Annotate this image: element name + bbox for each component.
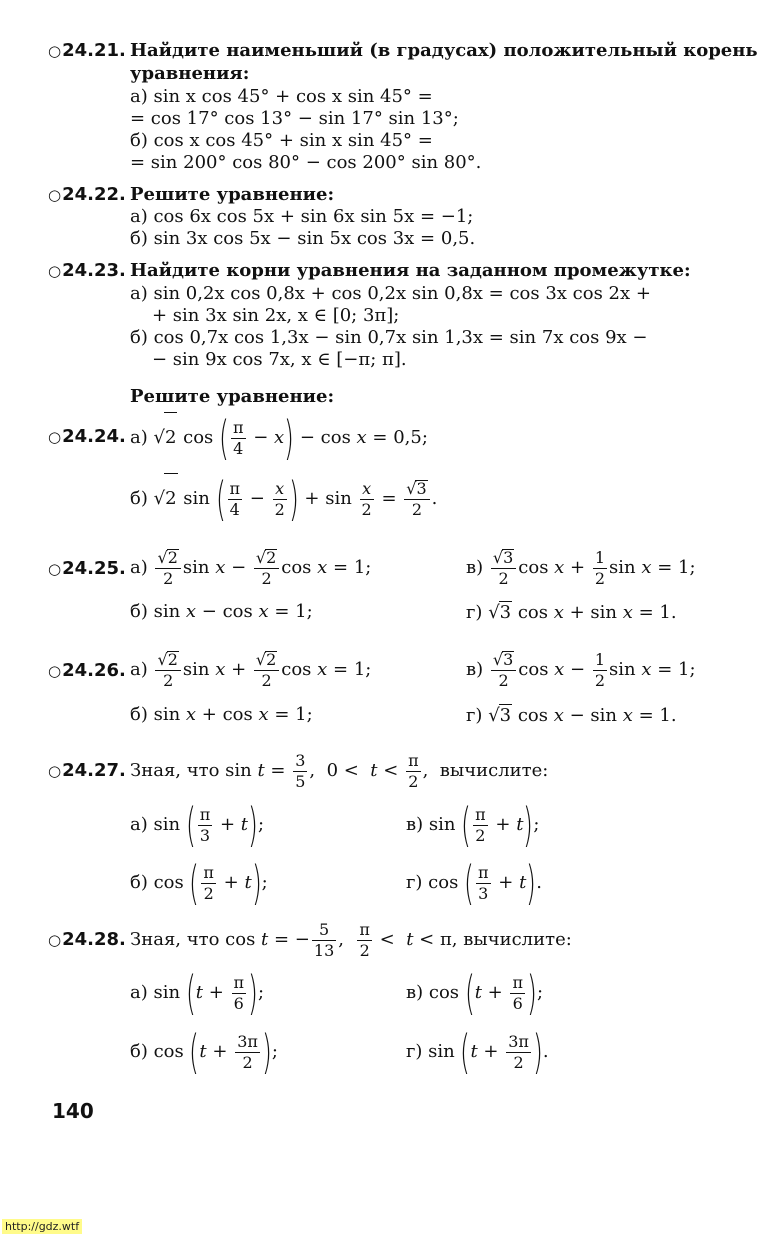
problem-24-26-b: б) sin x + cos x = 1;	[130, 704, 313, 725]
problem-24-25-g: г) √3 cos x + sin x = 1.	[466, 602, 677, 623]
problem-24-28-g: г) sin (t + $\frac{3\pi}{2}$ ).	[406, 1025, 549, 1079]
problem-24-23-b-line1: б) cos 0,7x cos 1,3x − sin 0,7x sin 1,3x = sin 7x cos 9x −	[130, 327, 648, 348]
problem-24-21-title: Найдите наименьший (в градусах) положительный корень	[130, 40, 758, 61]
problem-24-28-number: ○24.28.	[48, 929, 126, 950]
problem-24-22-a: а) cos 6x cos 5x + sin 6x sin 5x = −1;	[130, 206, 474, 227]
problem-24-23-a-line1: а) sin 0,2x cos 0,8x + cos 0,2x sin 0,8x = cos 3x cos 2x +	[130, 283, 651, 304]
problem-24-28-v: в) cos (t + $\frac{\pi}{6}$ );	[406, 966, 544, 1020]
problem-24-27-condition: Зная, что sin t = $\frac{3}{5}$ , 0 < t < $\frac{\pi}{2}$ , вычислите:	[130, 750, 549, 791]
problem-24-27-number: ○24.27.	[48, 760, 126, 781]
problem-24-23-a-line2: + sin 3x sin 2x, x ∈ [0; 3π];	[152, 305, 400, 326]
problem-24-21-title-cont: уравнения:	[130, 63, 250, 84]
problem-24-21-b-line2: = sin 200° cos 80° − cos 200° sin 80°.	[130, 152, 482, 173]
watermark-link[interactable]: http://gdz.wtf	[2, 1219, 82, 1234]
problem-24-24-a: а) √2 cos ( $\frac{\pi}{4}$ − x) − cos x = 0,5;	[130, 411, 428, 465]
problem-24-25-number: ○24.25.	[48, 558, 126, 579]
problem-24-27-b: б) cos ( $\frac{\pi}{2}$ + t);	[130, 856, 268, 910]
problem-24-24-b: б) √2 sin ( $\frac{\pi}{4}$ − $\frac{x}{2}$ ) + sin $\frac{x}{2}$ = $\frac{√3}{2}$ .	[130, 472, 438, 526]
problem-24-26-v: в) $\frac{√3}{2}$ cos x − $\frac{1}{2}$ sin x = 1;	[466, 649, 696, 690]
problem-24-27-v: в) sin ( $\frac{\pi}{2}$ + t);	[406, 798, 540, 852]
problem-24-28-a: а) sin (t + $\frac{\pi}{6}$ );	[130, 966, 265, 1020]
problem-24-26-number: ○24.26.	[48, 660, 126, 681]
problem-24-23-number: ○24.23.	[48, 260, 126, 281]
page-number: 140	[52, 1099, 94, 1123]
problem-24-24-number: ○24.24.	[48, 426, 126, 447]
problem-24-27-g: г) cos ( $\frac{\pi}{3}$ + t).	[406, 856, 542, 910]
problem-24-21-a-line1: а) sin x cos 45° + cos x sin 45° =	[130, 86, 433, 107]
problem-24-25-a: а) $\frac{√2}{2}$ sin x − $\frac{√2}{2}$ cos x = 1;	[130, 548, 372, 588]
problem-24-28-b: б) cos (t + $\frac{3\pi}{2}$ );	[130, 1025, 278, 1079]
problem-24-25-b: б) sin x − cos x = 1;	[130, 601, 313, 622]
problem-24-23-title: Найдите корни уравнения на заданном промежутке:	[130, 260, 691, 281]
problem-24-22-title: Решите уравнение:	[130, 184, 335, 205]
problem-24-21-number: ○24.21.	[48, 40, 126, 61]
problem-24-22-number: ○24.22.	[48, 184, 126, 205]
problem-24-21-a-line2: = cos 17° cos 13° − sin 17° sin 13°;	[130, 108, 459, 129]
problem-24-21-b-line1: б) cos x cos 45° + sin x sin 45° =	[130, 130, 433, 151]
problem-24-27-a: а) sin ( $\frac{\pi}{3}$ + t);	[130, 798, 265, 852]
problem-24-26-g: г) √3 cos x − sin x = 1.	[466, 705, 677, 726]
problem-24-23-b-line2: − sin 9x cos 7x, x ∈ [−π; π].	[152, 349, 407, 370]
section-intro: Решите уравнение:	[130, 386, 335, 407]
problem-24-22-b: б) sin 3x cos 5x − sin 5x cos 3x = 0,5.	[130, 228, 476, 249]
problem-24-28-condition: Зная, что cos t = − $\frac{5}{13}$ , $\frac{\pi}{2}$ < t < π, вычислите:	[130, 919, 572, 960]
problem-24-25-v: в) $\frac{√3}{2}$ cos x + $\frac{1}{2}$ sin x = 1;	[466, 547, 696, 588]
problem-24-26-a: а) $\frac{√2}{2}$ sin x + $\frac{√2}{2}$ cos x = 1;	[130, 650, 372, 690]
